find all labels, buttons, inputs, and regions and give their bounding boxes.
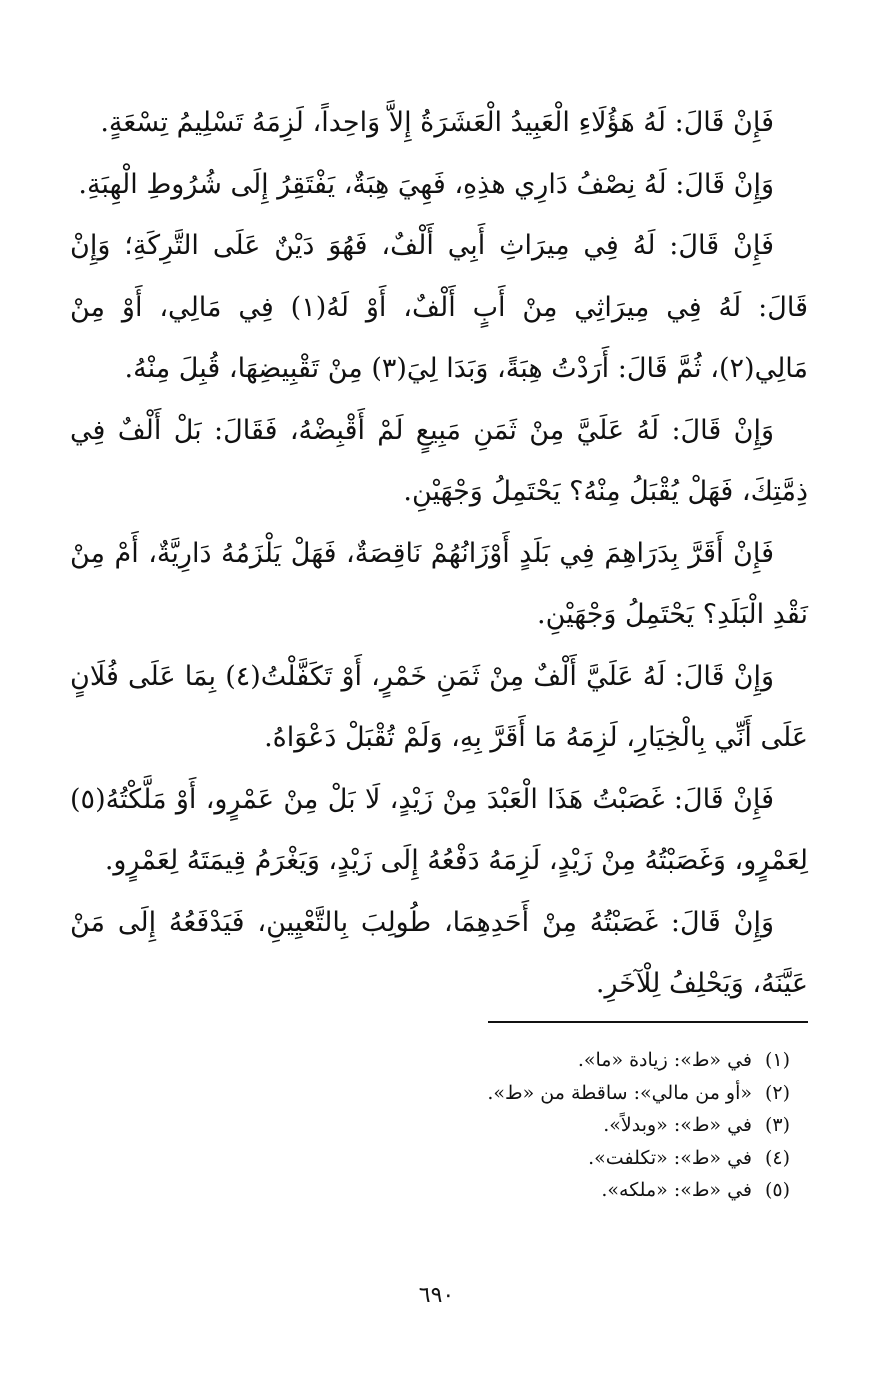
footnote-number: (١)	[764, 1049, 790, 1071]
footnote-item	[200, 1174, 790, 1207]
footnote-text: في «ط»: زيادة «ما».	[577, 1049, 752, 1071]
paragraph: فَإِنْ قَالَ: لَهُ هَؤُلَاءِ الْعَبِيدُ الْعَشَرَةُ إِلاَّ وَاحِداً، لَزِمَهُ تَسْلِيمُ تِسْعَةٍ.	[100, 107, 774, 138]
footnote-number: (٤)	[764, 1146, 790, 1169]
paragraph: فَإِنْ قَالَ: لَهُ فِي مِيرَاثِ أَبِي أَلْفٌ، فَهُوَ دَيْنٌ عَلَى التَّرِكَةِ؛ وَإِنْ قَالَ: لَهُ فِي مِيرَاثِي مِنْ أَبٍ أَلْفٌ، أَوْ لَهُ(١) فِي مَالِي، أَوْ مِنْ مَالِي(٢)، ثُمَّ قَالَ: أَرَدْتُ هِبَةً، وَبَدَا لِيَ(٣) مِنْ تَقْبِيضِهَا، قُبِلَ مِنْهُ.	[70, 230, 808, 384]
footnote-text: في «ط»: «وبدلاً».	[603, 1114, 752, 1136]
footnote-divider	[488, 1021, 808, 1023]
footnote-number: (٥)	[764, 1179, 790, 1201]
footnotes-list	[200, 1044, 790, 1207]
paragraph: وَإِنْ قَالَ: غَصَبْتُهُ مِنْ أَحَدِهِمَا، طُولِبَ بِالتَّعْيِينِ، فَيَدْفَعُهُ إِلَى مَنْ عَيَّنَهُ، وَيَحْلِفُ لِلْآخَرِ.	[70, 906, 808, 999]
footnote-text: «أو من مالي»: ساقطة من «ط».	[487, 1081, 752, 1104]
footnote-item	[200, 1109, 790, 1142]
paragraph: وَإِنْ قَالَ: لَهُ عَلَيَّ مِنْ ثَمَنِ مَبِيعٍ لَمْ أَقْبِضْهُ، فَقَالَ: بَلْ أَلْفٌ فِي ذِمَّتِكَ، فَهَلْ يُقْبَلُ مِنْهُ؟ يَحْتَمِلُ وَجْهَيْنِ.	[70, 414, 808, 507]
main-text-block	[70, 92, 808, 1015]
paragraph: فَإِنْ أَقَرَّ بِدَرَاهِمَ فِي بَلَدٍ أَوْزَانُهُمْ نَاقِصَةٌ، فَهَلْ يَلْزَمُهُ دَارِيَّةٌ، أَمْ مِنْ نَقْدِ الْبَلَدِ؟ يَحْتَمِلُ وَجْهَيْنِ.	[70, 537, 808, 630]
footnote-text: في «ط»: «تكلفت».	[588, 1146, 752, 1169]
page-number: ٦٩٠	[418, 1283, 455, 1308]
footnote-text: في «ط»: «ملكه».	[601, 1179, 752, 1201]
footnote-item	[200, 1142, 790, 1175]
footnote-item	[200, 1077, 790, 1110]
footnote-number: (٢)	[764, 1081, 790, 1104]
paragraph: فَإِنْ قَالَ: غَصَبْتُ هَذَا الْعَبْدَ مِنْ زَيْدٍ، لَا بَلْ مِنْ عَمْرٍو، أَوْ مَلَّكْتُهُ(٥) لِعَمْرٍو، وَغَصَبْتُهُ مِنْ زَيْدٍ، لَزِمَهُ دَفْعُهُ إِلَى زَيْدٍ، وَيَغْرَمُ قِيمَتَهُ لِعَمْرٍو.	[70, 783, 808, 876]
footnote-number: (٣)	[764, 1114, 790, 1136]
footnote-item	[200, 1044, 790, 1077]
paragraph: وَإِنْ قَالَ: لَهُ عَلَيَّ أَلْفٌ مِنْ ثَمَنِ خَمْرٍ، أَوْ تَكَفَّلْتُ(٤) بِمَا عَلَى فُلَانٍ عَلَى أَنِّي بِالْخِيَارِ، لَزِمَهُ مَا أَقَرَّ بِهِ، وَلَمْ تُقْبَلْ دَعْوَاهُ.	[70, 660, 808, 753]
paragraph: وَإِنْ قَالَ: لَهُ نِصْفُ دَارِي هذِهِ، فَهِيَ هِبَةٌ، يَفْتَقِرُ إِلَى شُرُوطِ الْهِبَةِ.	[78, 168, 774, 200]
